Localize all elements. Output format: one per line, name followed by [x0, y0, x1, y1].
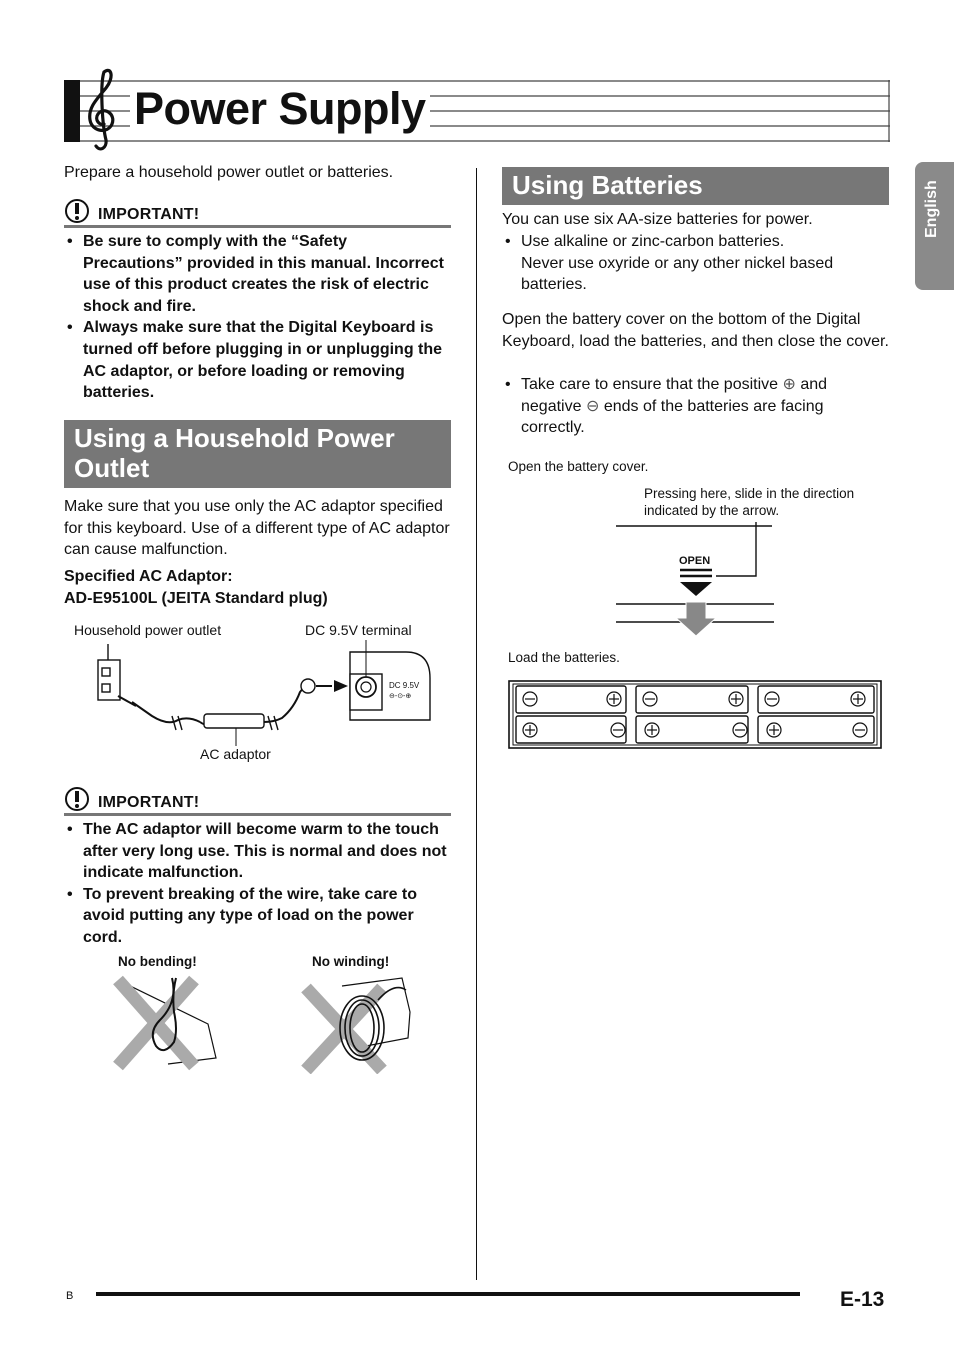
adaptor-label: AC adaptor: [200, 746, 271, 762]
minus-symbol-icon: ⊖: [585, 397, 600, 415]
plus-symbol-icon: ⊕: [782, 376, 796, 393]
outlet-label: Household power outlet: [74, 622, 222, 638]
important-rule: [64, 813, 451, 816]
list-item: • To prevent breaking of the wire, take care to avoid putting any type of load on the power cord.: [64, 884, 451, 949]
battery-bullet-line1: Use alkaline or zinc-carbon batteries.: [521, 233, 785, 250]
polarity-text-mid: and negative: [521, 376, 828, 415]
language-tab-label: English: [923, 180, 940, 238]
battery-bullet-line2: Never use oxyride or any other nickel based batteries.: [521, 254, 834, 294]
important-list-1: [64, 231, 451, 404]
list-item: • Always make sure that the Digital Keyboard is turned off before plugging in or unplugging the AC adaptor, or before loading or removing batteries.: [64, 317, 451, 403]
outlet-section-heading: Using a Household Power Outlet: [64, 420, 451, 488]
page-number: E-13: [840, 1288, 885, 1311]
step1-caption: Open the battery cover.: [508, 459, 649, 474]
important-label: IMPORTANT!: [98, 206, 200, 223]
column-divider: [476, 168, 477, 1280]
list-item: [502, 374, 872, 439]
terminal-label: DC 9.5V terminal: [305, 622, 412, 638]
important-label: IMPORTANT!: [98, 794, 200, 811]
outlet-text: Make sure that you use only the AC adaptor specified for this keyboard. Use of a different type of AC adaptor can cause malfunction.: [64, 498, 450, 558]
battery-cover-diagram: [612, 518, 780, 640]
intro-text: Prepare a household power outlet or batteries.: [64, 164, 394, 181]
polarity-text-pre: Take care to ensure that the positive: [521, 376, 779, 393]
language-tab[interactable]: [915, 162, 954, 290]
important-list-2: [64, 819, 451, 949]
warning-icon: [64, 786, 92, 812]
spec-label: Specified AC Adaptor:: [64, 568, 233, 585]
battery-bullets-2: [502, 374, 872, 439]
no-winding-label: No winding!: [312, 954, 390, 969]
list-item: • Be sure to comply with the “Safety Precautions” provided in this manual. Incorrect use of this product creates the risk of electric shock and fire.: [64, 231, 451, 317]
terminal-mark: DC 9.5V: [389, 681, 420, 690]
svg-text:⊖-⊙-⊕: ⊖-⊙-⊕: [389, 693, 412, 700]
ac-adaptor-diagram: [88, 640, 436, 748]
polarity-text-post: ends of the batteries are facing correctly.: [521, 397, 824, 437]
no-bending-label: No bending!: [118, 954, 197, 969]
batteries-intro: You can use six AA-size batteries for power.: [502, 211, 813, 228]
no-bending-illustration: [108, 972, 220, 1074]
important-rule: [64, 225, 451, 228]
battery-compartment-diagram: [508, 680, 882, 750]
footer-code: B: [66, 1290, 74, 1302]
important-box-2: [64, 786, 451, 949]
footer-rule: [96, 1292, 800, 1296]
list-item: • The AC adaptor will become warm to the touch after very long use. This is normal and does not indicate malfunction.: [64, 819, 451, 884]
important-box-1: [64, 198, 451, 404]
list-item: [502, 231, 889, 296]
no-winding-illustration: [298, 972, 420, 1074]
step2-caption: Load the batteries.: [508, 650, 620, 665]
important-heading: [64, 786, 451, 812]
open-cover-text: Open the battery cover on the bottom of the Digital Keyboard, load the batteries, and then close the cover.: [502, 311, 889, 350]
press-caption: Pressing here, slide in the direction indicated by the arrow.: [644, 486, 855, 518]
warning-icon: [64, 198, 92, 224]
treble-clef-icon: [82, 64, 122, 154]
open-mark: OPEN: [679, 555, 711, 567]
spec-model: AD-E95100L (JEITA Standard plug): [64, 590, 328, 607]
batteries-section-heading: Using Batteries: [502, 167, 889, 205]
important-heading: [64, 198, 451, 224]
title-left-bar: [64, 80, 80, 142]
battery-bullets-1: [502, 231, 889, 296]
page-title: Power Supply: [130, 82, 430, 136]
